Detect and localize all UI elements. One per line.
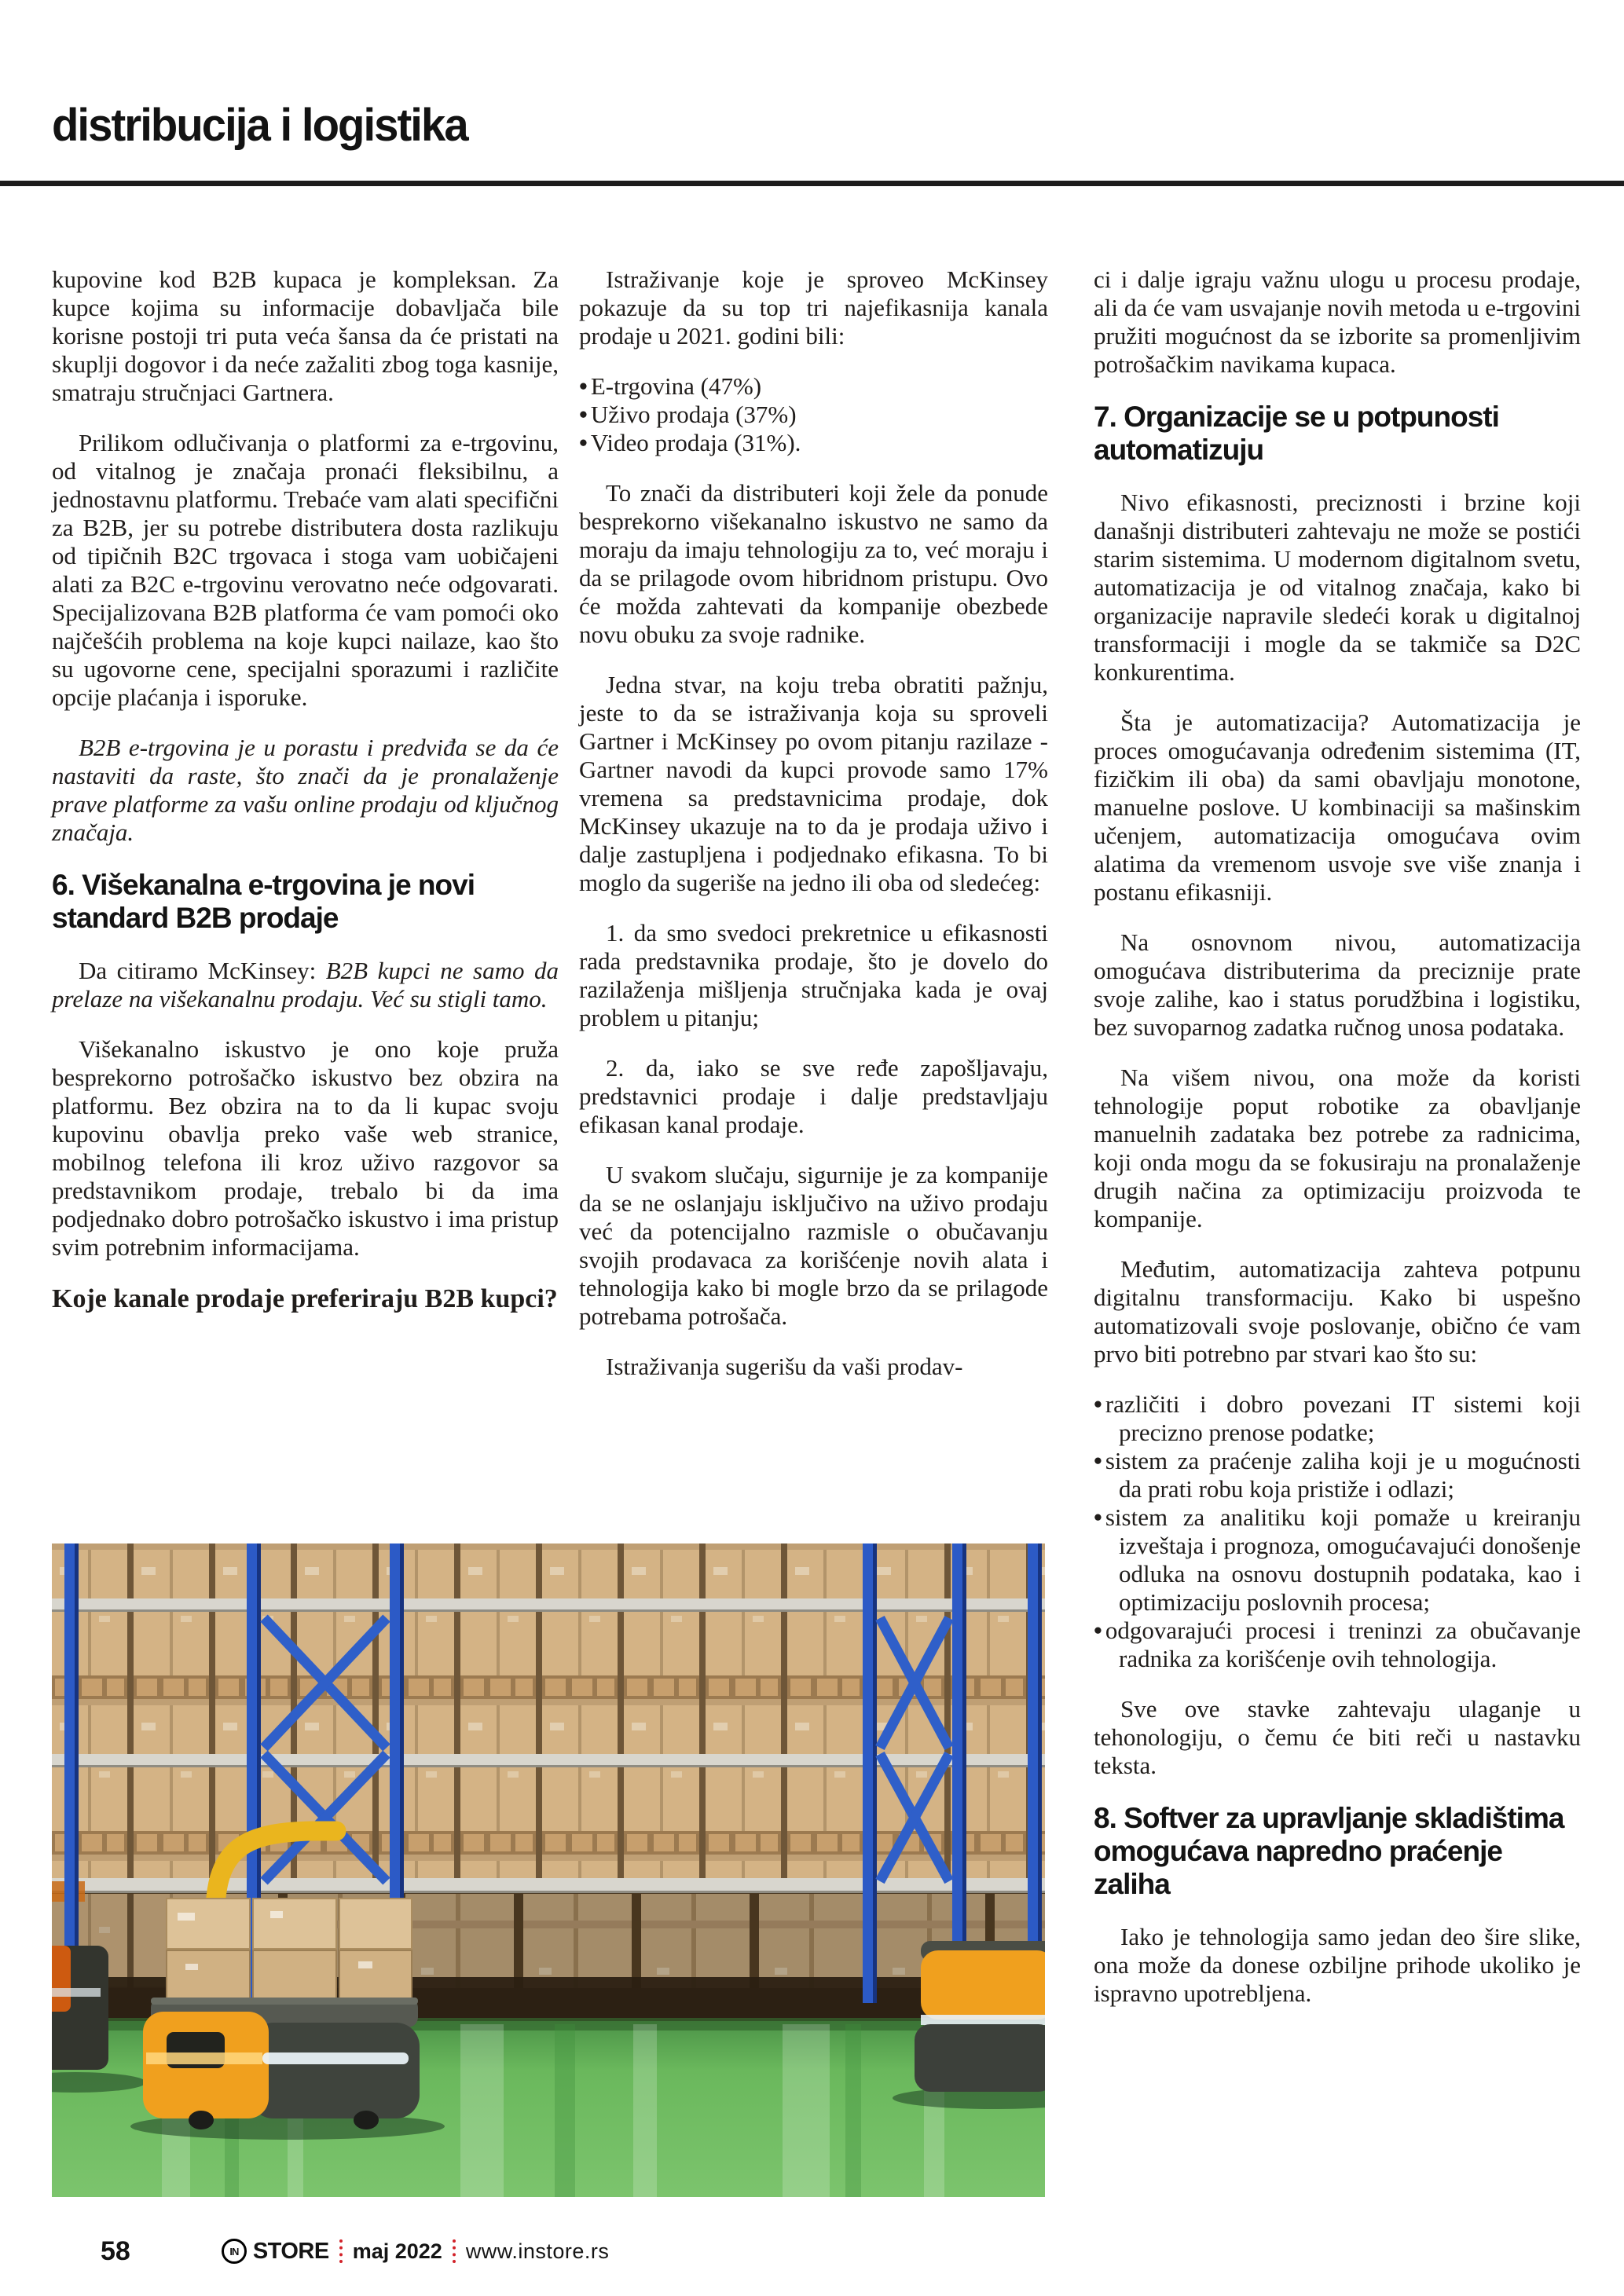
paragraph: Višekanalno iskustvo je ono koje pruža besprekorno potrošačko iskustvo bez obzira na platformu. Bez obzira na to da li kupac svoju kupovinu obavlja preko vaše web stranice, mobilnog telefona ili kroz uživo razgovor sa predstavnikom prodaje, trebalo bi da ima podjednako dobro potrošačko iskustvo i ima pristup svim potrebnim informacijama. xyxy=(52,1035,559,1261)
paragraph: Sve ove stavke zahtevaju ulaganje u tehonologiju, o čemu će biti reči u nastavku teksta. xyxy=(1094,1695,1581,1779)
dotted-divider xyxy=(339,2239,343,2263)
paragraph: Iako je tehnologija samo jedan deo šire slike, ona može da donese ozbiljne prihode ukoliko je ispravno upotrebljena. xyxy=(1094,1923,1581,2007)
paragraph: Prilikom odlučivanja o platformi za e-trgovinu, od vitalnog je značaja pronaći fleksibilnu, a jednostavnu platformu. Trebaće vam alati specifični za B2B, jer su potrebe distributera dosta razlikuju od tipičnih B2C trgovaca i stoga vam uobičajeni alati za B2C e-trgovinu verovatno neće odgovarati. Specijalizovana B2B platforma će vam pomoći oko najčešćih problema na koje kupci nailaze, kao što su ugovorne cene, specijalni sporazumi i različite opcije plaćanja i isporuke. xyxy=(52,429,559,711)
issue-date: maj 2022 xyxy=(352,2239,442,2263)
bullet-list xyxy=(1094,1390,1581,1673)
list-item: • različiti i dobro povezani IT sistemi koji precizno prenose podatke; xyxy=(1094,1390,1581,1447)
paragraph: Na višem nivou, ona može da koristi tehnologije poput robotike za obavljanje manuelnih zadataka bez potrebe za radnicima, koji onda mogu da se fokusiraju na pronalaženje drugih načina za optimizaciju proizvoda te kompanije. xyxy=(1094,1064,1581,1232)
store-wordmark: STORE xyxy=(252,2238,329,2264)
paragraph: 1. da smo svedoci prekretnice u efikasnosti rada predstavnika prodaje, što je dovelo do razilaženja mišljenja stručnjaka kada je ovaj problem u pitanju; xyxy=(579,919,1048,1031)
question-heading: Koje kanale prodaje preferiraju B2B kupci? xyxy=(52,1284,558,1313)
paragraph: Međutim, automatizacija zahteva potpunu digitalnu transformaciju. Kako bi uspešno automatizovali svoje poslovanje, obično će vam prvo biti potrebno par stvari kao što su: xyxy=(1094,1255,1581,1368)
text-column-3 xyxy=(1094,265,1581,2030)
list-item: • odgovarajući procesi i treninzi za obučavanje radnika za korišćenje ovih tehnologija. xyxy=(1094,1617,1581,1673)
paragraph: Istraživanja sugerišu da vaši prodav- xyxy=(606,1353,963,1380)
paragraph: Šta je automatizacija? Automatizacija je proces omogućavanja određenim sistemima (IT, fizičkim ili oba) da sami obavljaju monotone, manuelne poslove. U kombinaciji sa mašinskim učenjem, automatizacija omogućava ovim alatima da vremenom usvoje sve više znanja i postanu efikasniji. xyxy=(1094,709,1581,906)
list-item: • Video prodaja (31%). xyxy=(579,429,1048,457)
website-url: www.instore.rs xyxy=(465,2239,610,2263)
heading-6: 6. Višekanalna e-trgovina je novi standard B2B prodaje xyxy=(52,869,475,934)
list-item: • E-trgovina (47%) xyxy=(579,372,1048,401)
paragraph: Istraživanje koje je sproveo McKinsey pokazuje da su top tri najefikasnija kanala prodaje u 2021. godini bili: xyxy=(579,265,1048,350)
header-rule xyxy=(0,181,1624,186)
instore-logo xyxy=(222,2239,329,2265)
paragraph: 2. da, iako se sve ređe zapošljavaju, predstavnici prodaje i dalje predstavljaju efikasan kanal prodaje. xyxy=(579,1054,1048,1138)
paragraph-italic: B2B e-trgovina je u porastu i predviđa se da će nastaviti da raste, što znači da je pronalaženje prave platforme za vašu online prodaju od ključnog značaja. xyxy=(52,734,559,846)
warehouse-photo xyxy=(52,1543,1045,2197)
paragraph: Na osnovnom nivou, automatizacija omogućava distributerima da preciznije prate svoje zalihe, kao i status porudžbina i logistiku, bez suvoparnog zadatka ručnog unosa podataka. xyxy=(1094,928,1581,1041)
paragraph xyxy=(52,957,559,1013)
page-footer xyxy=(101,2234,609,2269)
paragraph: To znači da distributeri koji žele da ponude besprekorno višekanalno iskustvo ne samo da moraju da imaju tehnologiju za to, već moraju i da se prilagode ovom hibridnom pristupu. Ovo će možda zahtevati da kompanije obezbede novu obuku za svoje radnike. xyxy=(579,479,1048,648)
paragraph-lead: Da citiramo McKinsey: xyxy=(79,957,326,984)
paragraph: ci i dalje igraju važnu ulogu u procesu prodaje, ali da će vam usvajanje novih metoda u e-trgovini pružiti mogućnost da se izborite sa promenljivim potrošačkim navikama kupaca. xyxy=(1094,265,1581,378)
paragraph: Jedna stvar, na koju treba obratiti pažnju, jeste to da se istraživanja koja su sproveli Gartner i McKinsey po ovom pitanju razilaze - Gartner navodi da kupci provode samo 17% vremena sa predstavnicima prodaje, dok McKinsey ukazuje na to da je prodaja uživo i dalje zastupljena i podjednako efikasna. To bi moglo da sugeriše na jedno ili oba od sledećeg: xyxy=(579,671,1048,896)
list-item: • sistem za analitiku koji pomaže u kreiranju izveštaja i prognoza, omogućavajući donošenje odluka na osnovu dostupnih podataka, kao i optimizaciju poslovnih procesa; xyxy=(1094,1503,1581,1617)
bullet-list xyxy=(579,372,1048,457)
dotted-divider xyxy=(453,2239,456,2263)
section-title: distribucija i logistika xyxy=(52,100,467,151)
paragraph: Nivo efikasnosti, preciznosti i brzine koji današnji distributeri zahtevaju ne može se postići starim sistemima. U modernom digitalnom svetu, automatizacija je od vitalnog značaja, kako bi organizacije napravile sledeći korak u digitalnoj transformaciji i mogle da se takmiče sa D2C konkurentima. xyxy=(1094,489,1581,686)
stacked-boxes xyxy=(167,1899,412,1999)
list-item: • sistem za praćenje zaliha koji je u mogućnosti da prati robu koja pristiže i odlazi; xyxy=(1094,1447,1581,1503)
paragraph-quote: B2B kupci ne samo da prelaze na višekanalnu prodaju. Već su stigli tamo. xyxy=(52,957,559,1013)
text-column-2 xyxy=(579,265,1048,1403)
page-number: 58 xyxy=(101,2236,130,2266)
list-item: • Uživo prodaja (37%) xyxy=(579,401,1048,429)
in-circle-icon: IN xyxy=(222,2239,247,2264)
paragraph: U svakom slučaju, sigurnije je za kompanije da se ne oslanjaju isključivo na uživo prodaju već da potencijalno razmisle o obučavanju svojih prodavaca za korišćenje novih alata i tehnologija kako bi mogle brzo da se prilagode potrebama potrošača. xyxy=(579,1161,1048,1330)
heading-7: 7. Organizacije se u potpunosti automatizuju xyxy=(1094,401,1499,466)
heading-8: 8. Softver za upravljanje skladištima omogućava napredno praćenje zaliha xyxy=(1094,1802,1564,1900)
text-column-1 xyxy=(52,265,559,1337)
paragraph: kupovine kod B2B kupaca je kompleksan. Za kupce kojima su informacije dobavljača bile korisne postoji tri puta veća šansa da će pristati na skuplji dogovor i da neće zažaliti zbog toga kasnije, smatraju stručnjaci Gartnera. xyxy=(52,265,559,406)
warehouse-photo-illustration xyxy=(52,1543,1045,2197)
